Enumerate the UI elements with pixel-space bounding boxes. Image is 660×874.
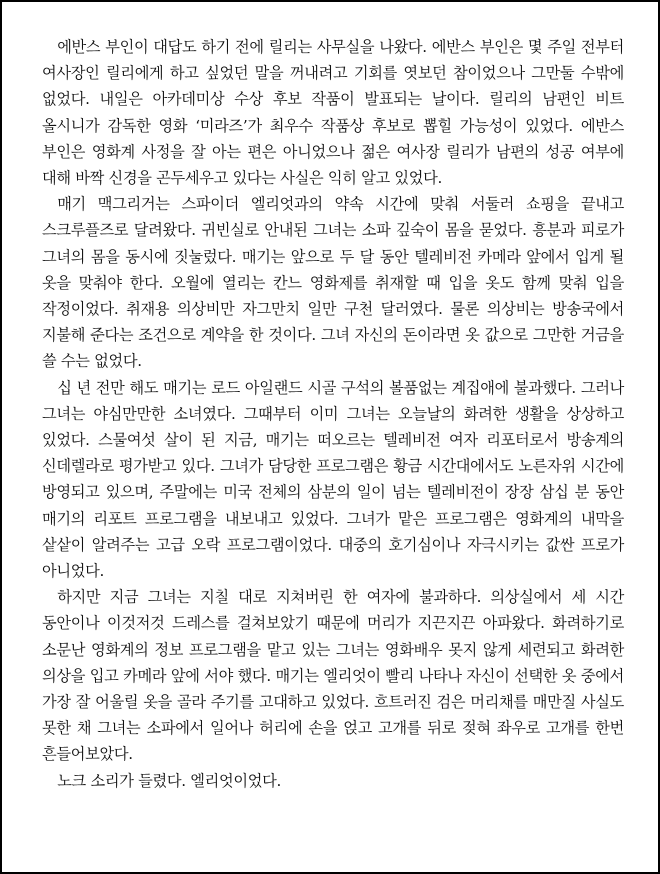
paragraph-1: 에반스 부인이 대답도 하기 전에 릴리는 사무실을 나왔다. 에반스 부인은 몇 주일 전부터 여사장인 릴리에게 하고 싶었던 말을 꺼내려고 기회를 엿보던 참이었으나 그만둘 수밖에 없었다. 내일은 아카데미상 수상 후보 작품이 발표되는 날이다. 릴리의 남편인 비트 올시니가 감독한 영화 ‘미라즈’가 최우수 작품상 후보로 뽑힐 가능성이 있었다. 에반스 부인은 영화계 사정을 잘 아는 편은 아니었으나 젊은 여사장 릴리가 남편의 성공 여부에 대해 바짝 신경을 곤두세우고 있다는 사실은 익히 알고 있었다. [42, 38, 624, 188]
paragraph-2: 매기 맥그리거는 스파이더 엘리엇과의 약속 시간에 맞춰 서둘러 쇼핑을 끝내고 스크루플즈로 달려왔다. 귀빈실로 안내된 그녀는 소파 깊숙이 몸을 묻었다. 흥분과 피로가 그녀의 몸을 동시에 짓눌렀다. 매기는 앞으로 두 달 동안 텔레비전 카메라 앞에서 입게 될 옷을 맞춰야 한다. 오월에 열리는 칸느 영화제를 취재할 때 입을 옷도 함께 맞춰 입을 작정이었다. 취재용 의상비만 자그만치 일만 구천 달러였다. 물론 의상비는 방송국에서 지불해 준다는 조건으로 계약을 한 것이다. 그녀 자신의 돈이라면 옷 값으로 그만한 거금을 쓸 수는 없었다. [42, 195, 624, 371]
paragraph-5: 노크 소리가 들렸다. 엘리엇이었다. [57, 771, 282, 790]
body-text [42, 34, 624, 794]
paragraph-3: 십 년 전만 해도 매기는 로드 아일랜드 시골 구석의 볼품없는 계집애에 불과했다. 그러나 그녀는 야심만만한 소녀였다. 그때부터 이미 그녀는 오늘날의 화려한 생활을 상상하고 있었다. 스물여섯 살이 된 지금, 매기는 떠오르는 텔레비전 여자 리포터로서 방송계의 신데렐라로 평가받고 있다. 그녀가 담당한 프로그램은 황금 시간대에서도 노른자위 시간에 방영되고 있으며, 주말에는 미국 전체의 삼분의 일이 넘는 텔레비전이 장장 삼십 분 동안 매기의 리포트 프로그램을 내보내고 있었다. 그녀가 맡은 프로그램은 영화계의 내막을 샅샅이 알려주는 고급 오락 프로그램이었다. 대중의 호기심이나 자극시키는 값싼 프로가 아니었다. [42, 378, 624, 581]
paragraph-4: 하지만 지금 그녀는 지칠 대로 지쳐버린 한 여자에 불과하다. 의상실에서 세 시간 동안이나 이것저것 드레스를 걸쳐보았기 때문에 머리가 지끈지끈 아파왔다. 화려하기로 소문난 영화계의 정보 프로그램을 맡고 있는 그녀는 영화배우 못지 않게 세련되고 화려한 의상을 입고 카메라 앞에 서야 했다. 매기는 엘리엇이 빨리 나타나 자신이 선택한 옷 중에서 가장 잘 어울릴 옷을 골라 주기를 고대하고 있었다. 흐트러진 검은 머리채를 매만질 사실도 못한 채 그녀는 소파에서 일어나 허리에 손을 얹고 고개를 뒤로 젖혀 좌우로 고개를 한번 흔들어보았다. [42, 588, 624, 764]
